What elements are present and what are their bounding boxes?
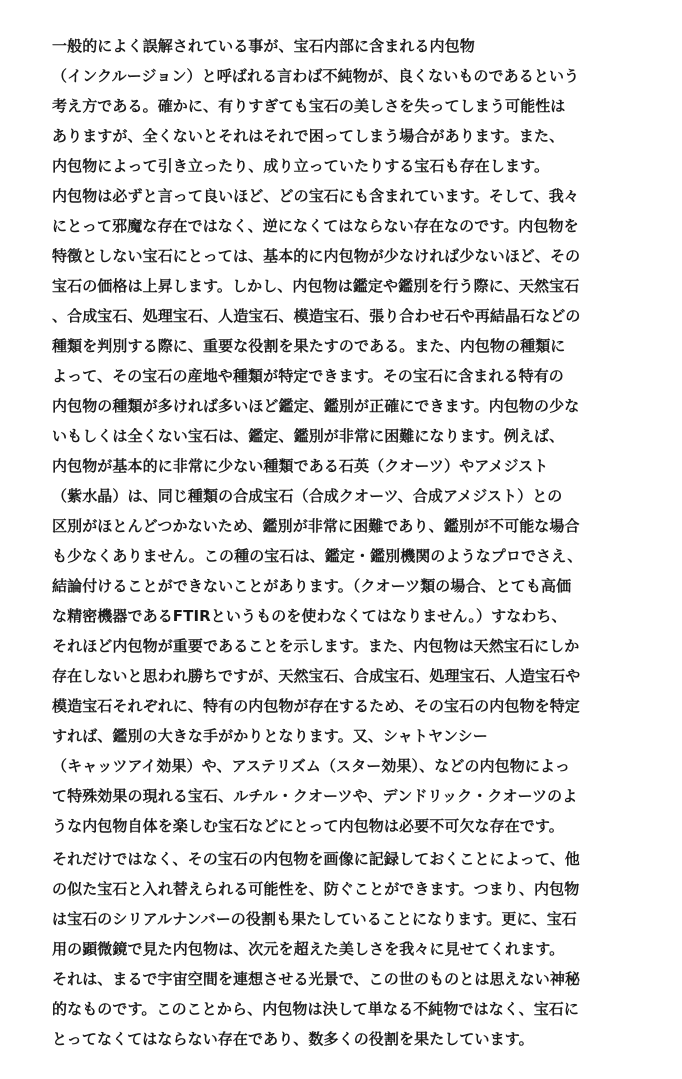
text-line: 内包物によって引き立ったり、成り立っていたりする宝石も存在します。 [52, 157, 550, 175]
text-line: 内包物が基本的に非常に少ない種類である石英（クオーツ）やアメジスト [52, 457, 549, 475]
text-line: は宝石のシリアルナンバーの役割も果たしていることになります。更に、宝石 [52, 910, 577, 928]
text-line: よって、その宝石の産地や種類が特定できます。その宝石に含まれる特有の [52, 367, 564, 385]
text-line: （紫水晶）は、同じ種類の合成宝石（合成クオーツ、合成アメジスト）との [52, 487, 563, 505]
paragraph-inclusions-serial-number [52, 844, 642, 1054]
text-line: 種類を判別する際に、重要な役割を果たすのである。また、内包物の種類に [52, 337, 566, 355]
text-line: 、合成宝石、処理宝石、人造宝石、模造宝石、張り合わせ石や再結晶石などの [52, 307, 581, 325]
text-line: いもしくは全くない宝石は、鑑定、鑑別が非常に困難になります。例えば、 [52, 427, 565, 445]
text-line: 内包物の種類が多ければ多いほど鑑定、鑑別が正確にできます。内包物の少な [52, 397, 580, 415]
text-line: 的なものです。このことから、内包物は決して単なる不純物ではなく、宝石に [52, 1000, 580, 1018]
text-line: て特殊効果の現れる宝石、ルチル・クオーツや、デンドリック・クオーツのよ [52, 787, 578, 805]
text-line: （キャッツアイ効果）や、アステリズム（スター効果）、などの内包物によっ [52, 757, 571, 775]
text-line: 模造宝石それぞれに、特有の内包物が存在するため、その宝石の内包物を特定 [52, 697, 580, 715]
text-line: も少なくありません。この種の宝石は、鑑定・鑑別機関のようなプロでさえ、 [52, 547, 583, 565]
text-line: とってなくてはならない存在であり、数多くの役割を果たしています。 [52, 1030, 534, 1048]
text-line: 宝石の価格は上昇します。しかし、内包物は鑑定や鑑別を行う際に、天然宝石 [52, 277, 580, 295]
text-line: 存在しないと思われ勝ちですが、天然宝石、合成宝石、処理宝石、人造宝石や [52, 667, 581, 685]
text-line: 考え方である。確かに、有りすぎても宝石の美しさを失ってしまう可能性は [52, 97, 566, 115]
text-line: 特徴としない宝石にとっては、基本的に内包物が少なければ少ないほど、その [52, 247, 581, 265]
paragraph-inclusions-importance [52, 31, 642, 841]
text-line: 一般的によく誤解されている事が、宝石内部に含まれる内包物 [52, 37, 475, 55]
text-line: （インクルージョン）と呼ばれる言わば不純物が、良くないものであるという [52, 67, 580, 85]
text-line: すれば、鑑別の大きな手がかりとなります。又、シャトヤンシー [52, 727, 488, 745]
text-line: それほど内包物が重要であることを示します。また、内包物は天然宝石にしか [52, 637, 580, 655]
text-line: それだけではなく、その宝石の内包物を画像に記録しておくことによって、他 [52, 850, 580, 868]
text-line: うな内包物自体を楽しむ宝石などにとって内包物は必要不可欠な存在です。 [52, 817, 564, 835]
text-line: それは、まるで宇宙空間を連想させる光景で、この世のものとは思えない神秘 [52, 970, 581, 988]
text-line: 結論付けることができないことがあります。（クオーツ類の場合、とても高価 [52, 577, 572, 595]
text-line: 内包物は必ずと言って良いほど、どの宝石にも含まれています。そして、我々 [52, 187, 580, 205]
text-line: の似た宝石と入れ替えられる可能性を、防ぐことができます。つまり、内包物 [52, 880, 580, 898]
text-line: ありますが、全くないとそれはそれで困ってしまう場合があります。また、 [52, 127, 565, 145]
text-line: な精密機器であるFTIRというものを使わなくてはなりません。）すなわち、 [52, 607, 567, 625]
text-line: にとって邪魔な存在ではなく、逆になくてはならない存在なのです。内包物を [52, 217, 579, 235]
article-body [52, 31, 642, 1054]
text-line: 区別がほとんどつかないため、鑑別が非常に困難であり、鑑別が不可能な場合 [52, 517, 580, 535]
text-line: 用の顕微鏡で見た内包物は、次元を超えた美しさを我々に見せてくれます。 [52, 940, 565, 958]
